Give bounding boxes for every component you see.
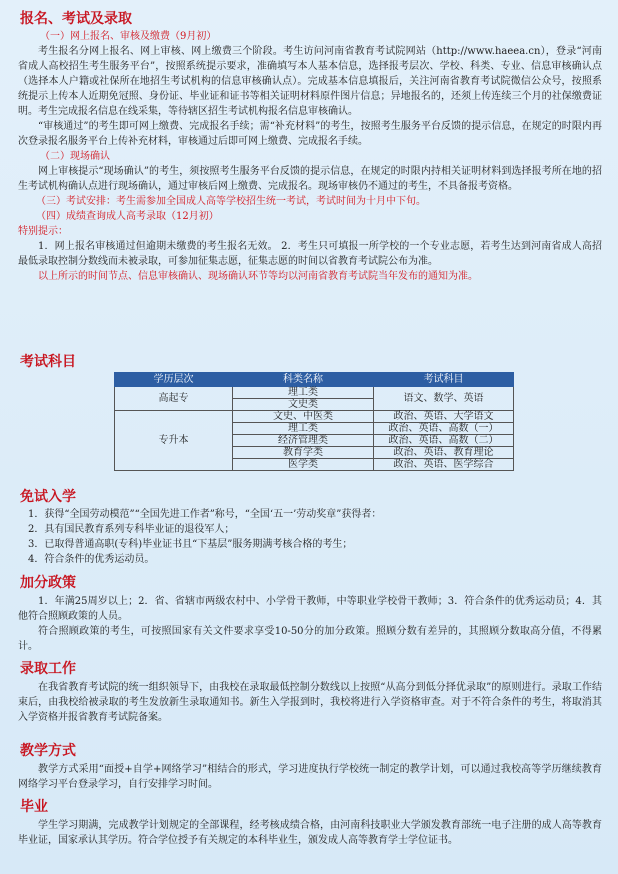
section-title-graduation: 毕业: [20, 799, 48, 815]
special-tip-text: 1．网上报名审核通过但逾期未缴费的考生报名无效。 2．考生只可填报一所学校的一个专业志愿，若考生达到河南省成人高招最低录取控制分数线而未被录取，可参加征集志愿，征集志愿的时间以省教育考试院公布为准。: [18, 241, 602, 267]
paragraph-review-passed: “审核通过”的考生即可网上缴费、完成报名手续；需“补充材料”的考生，按照考生服务平台反馈的提示信息，在规定的时限内再次登录报名服务平台上传补充材料，审核通过后即可网上缴费、完成报名手续。: [18, 121, 602, 147]
subheading-onsite-confirmation: （二）现场确认: [40, 151, 110, 162]
table-cell-subjects: 政治、英语、医学综合: [374, 459, 514, 471]
list-item: 1．获得“全国劳动模范”“全国先进工作者”称号，“全国‘五一’劳动奖章”获得者：: [28, 509, 382, 520]
section-title-bonus-policy: 加分政策: [20, 575, 76, 591]
table-cell-subjects: 政治、英语、高数（二）: [374, 435, 514, 447]
table-row: [115, 411, 514, 423]
table-header-row: [115, 373, 514, 387]
enrollment-section: [18, 29, 602, 284]
subheading-score-query: （四）成绩查询成人高考录取（12月初）: [36, 211, 219, 222]
table-header: 科类名称: [233, 373, 374, 387]
bonus-policy-section: [18, 594, 602, 654]
table-row: [115, 387, 514, 399]
paragraph-graduation: 学生学习期满，完成教学计划规定的全部课程，经考核成绩合格，由河南科技职业大学颁发教育部统一电子注册的成人高等教育毕业证，国家承认其学历。符合学位授予有关规定的本科毕业生，颁发成人高等教育学士学位证书。: [18, 820, 602, 846]
section-title-teaching-method: 教学方式: [20, 743, 76, 759]
table-header: 考试科目: [374, 373, 514, 387]
table-cell-category: 文史类: [233, 399, 374, 411]
list-item: 4．符合条件的优秀运动员。: [28, 554, 155, 565]
special-tip-label: 特别提示：: [18, 226, 68, 237]
teaching-method-section: [18, 762, 602, 792]
paragraph-admission-work: 在我省教育考试院的统一组织领导下，由我校在录取最低控制分数线以上按照“从高分到低分择优录取”的原则进行。录取工作结束后，由我校给被录取的考生发放新生录取通知书。新生入学报到时，我校将进行入学资格审查。对于不符合条件的考生，将取消其入学资格并报省教育考试院备案。: [18, 682, 602, 723]
table-cell-subjects: 政治、英语、教育理论: [374, 447, 514, 459]
paragraph-onsite-confirmation: 网上审核提示“现场确认”的考生，须按照考生服务平台反馈的提示信息，在规定的时限内持相关证明材料到选择报考所在地的招生考试机构确认点进行现场确认，通过审核后网上缴费、完成报名。现场审核仍不通过的考生，不具备报考资格。: [18, 166, 602, 192]
list-item: 2．具有国民教育系列专科毕业证的退役军人；: [28, 524, 235, 535]
exempt-admission-list: [18, 507, 602, 567]
table-cell-category: 理工类: [233, 387, 374, 399]
table-cell-subjects: 政治、英语、高数（一）: [374, 423, 514, 435]
paragraph-bonus-eligibility: 1．年满25周岁以上；2．省、省辖市两级农村中、小学骨干教师，中等职业学校骨干教师；3．符合条件的优秀运动员；4．其他符合照顾政策的人员。: [18, 596, 602, 622]
subheading-exam-arrangement: （三）考试安排：考生需参加全国成人高等学校招生统一考试，考试时间为十月中下旬。: [36, 196, 426, 207]
table-cell-level: 专升本: [115, 411, 233, 471]
subheading-online-registration: （一）网上报名、审核及缴费（9月初）: [40, 31, 217, 42]
section-title-enrollment: 报名、考试及录取: [20, 11, 132, 27]
table-cell-category: 经济管理类: [233, 435, 374, 447]
graduation-section: [18, 818, 602, 848]
section-title-admission-work: 录取工作: [20, 661, 76, 677]
list-item: 3．已取得普通高职(专科)毕业证书且“下基层”服务期满考核合格的考生；: [28, 539, 353, 550]
paragraph-registration-steps: 考生报名分网上报名、网上审核、网上缴费三个阶段。考生访问河南省教育考试院网站（http://www.haeea.cn），登录“河南省成人高校招生考生服务平台”，按照系统提示要求，准确填写本人基本信息，选择报考层次、学校、科类、专业、信息审核确认点（选择本人户籍或社保所在地招生考试机构的信息审核确认点）。完成基本信息填报后，关注河南省教育考试院微信公众号，按照系统提示上传本人近期免冠照、身份证、毕业证和证书等相关证明材料原件图片信息；异地报名的，还须上传连续三个月的社保缴费证明。考生完成报名信息在线采集，等待辖区招生考试机构报名信息审核确认。: [18, 46, 602, 117]
section-title-exam-subjects: 考试科目: [20, 354, 76, 370]
note-text: 以上所示的时间节点、信息审核确认、现场确认环节等均以河南省教育考试院当年发布的通知为准。: [38, 271, 478, 282]
table-cell-subjects: 语文、数学、英语: [374, 387, 514, 411]
table-cell-category: 教育学类: [233, 447, 374, 459]
table-cell-category: 文史、中医类: [233, 411, 374, 423]
table-cell-level: 高起专: [115, 387, 233, 411]
paragraph-bonus-points: 符合照顾政策的考生，可按照国家有关文件要求享受10-50分的加分政策。照顾分数有差异的，其照顾分数取高分值，不得累计。: [18, 626, 602, 652]
table-cell-category: 医学类: [233, 459, 374, 471]
table-cell-subjects: 政治、英语、大学语文: [374, 411, 514, 423]
table-header: 学历层次: [115, 373, 233, 387]
admission-work-section: [18, 680, 602, 725]
section-title-exempt-admission: 免试入学: [20, 489, 76, 505]
exam-subjects-table: [114, 372, 514, 471]
table-cell-category: 理工类: [233, 423, 374, 435]
paragraph-teaching-method: 教学方式采用“面授+自学+网络学习”相结合的形式，学习进度执行学校统一制定的教学计划，可以通过我校高等学历继续教育网络学习平台登录学习，自行安排学习时间。: [18, 764, 602, 790]
